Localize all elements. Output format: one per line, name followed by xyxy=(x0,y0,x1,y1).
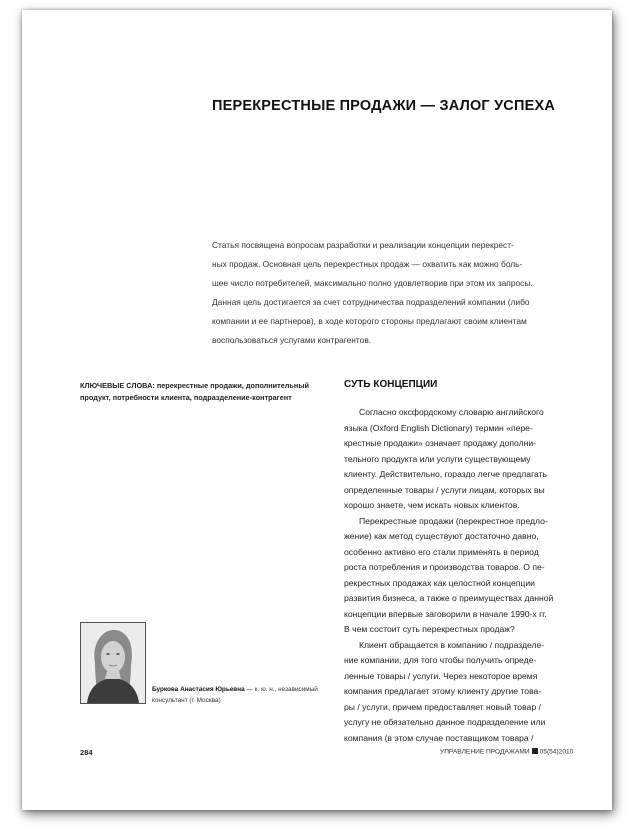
body-line: хорошо знаете, чем искать новых клиентов. xyxy=(344,500,520,510)
author-portrait-icon xyxy=(81,623,145,703)
body-line: роста потребления и производства товаров. О пе- xyxy=(344,562,545,572)
body-line: концепции впервые заговорили в начале 1990-х гг. xyxy=(344,608,547,619)
body-line: Согласно оксфордскому словарю английского xyxy=(359,407,544,417)
body-line: ние компании, для того чтобы получить опреде- xyxy=(344,655,537,665)
body-line: Клиент обращается в компанию / подразделе- xyxy=(359,639,545,650)
author-info xyxy=(152,685,332,706)
author-desc: консультант (г. Москва) xyxy=(152,696,221,704)
body-line: ленные товары / услуги. Через некоторое время xyxy=(344,670,538,681)
page-number: 284 xyxy=(80,748,93,757)
body-line: особенно активно его стали применять в период xyxy=(344,546,539,557)
section-heading: СУТЬ КОНЦЕПЦИИ xyxy=(344,379,438,390)
body-line: жение) как метод существуют достаточно давно, xyxy=(344,531,539,541)
body-line: языка (Oxford English Dictionary) термин «пере- xyxy=(344,422,533,433)
body-line: компания предлагает этому клиенту другие това- xyxy=(344,686,542,696)
author-desc: — к. ю. н., независимый xyxy=(244,686,318,693)
body-line: определенные товары / услуги лицам, которых вы xyxy=(344,484,545,495)
author-photo xyxy=(80,622,146,704)
body-line: ры / услуги, причем предоставляет новый товар / xyxy=(344,701,541,712)
body-line: крестные продажи» означает продажу дополни- xyxy=(344,438,537,448)
body-line: компания (в этом случае поставщиком товара / xyxy=(344,732,534,743)
square-icon xyxy=(532,748,538,754)
body-line: услугу не обязательно данное подразделение или xyxy=(344,717,546,727)
abstract-line: Данная цель достигается за счет сотрудничества подразделений компании (либо xyxy=(212,297,530,307)
body-line: В чем состоит суть перекрестных продаж? xyxy=(344,624,515,634)
body-line: рекрестных продажах как целостной концепции xyxy=(344,577,535,588)
abstract-line: воспользоваться услугами контрагентов. xyxy=(212,335,372,345)
body-line: Перекрестные продажи (перекрестное предло- xyxy=(359,515,548,526)
abstract-line: шее число потребителей, максимально полно удовлетворив при этом их запросы. xyxy=(212,278,533,288)
journal-footer xyxy=(440,748,573,756)
abstract-line: компании и ее партнеров), в ходе которого стороны предлагают своим клиентам xyxy=(212,316,527,326)
article-body xyxy=(344,405,584,746)
abstract-line: ных продаж. Основная цель перекрестных продаж — охватить как можно боль- xyxy=(212,259,523,269)
journal-issue: 05(54)2010 xyxy=(539,748,574,756)
abstract-line: Статья посвящена вопросам разработки и реализации концепции перекрест- xyxy=(212,240,514,250)
keywords-line: продукт, потребности клиента, подразделение-контрагент xyxy=(80,392,292,402)
journal-name: УПРАВЛЕНИЕ ПРОДАЖАМИ xyxy=(440,748,530,756)
body-line: развития бизнеса, а также о преимуществах данной xyxy=(344,593,554,603)
body-line: клиенту. Действительно, гораздо легче предлагать xyxy=(344,469,548,479)
article-abstract xyxy=(212,236,584,350)
author-name: Буркова Анастасия Юрьевна xyxy=(152,686,245,693)
keywords-block xyxy=(80,380,330,403)
article-title: ПЕРЕКРЕСТНЫЕ ПРОДАЖИ — ЗАЛОГ УСПЕХА xyxy=(212,98,555,114)
keywords-line: КЛЮЧЕВЫЕ СЛОВА: перекрестные продажи, дополнительный xyxy=(80,381,310,390)
body-line: тельного продукта или услуги существующему xyxy=(344,453,531,464)
